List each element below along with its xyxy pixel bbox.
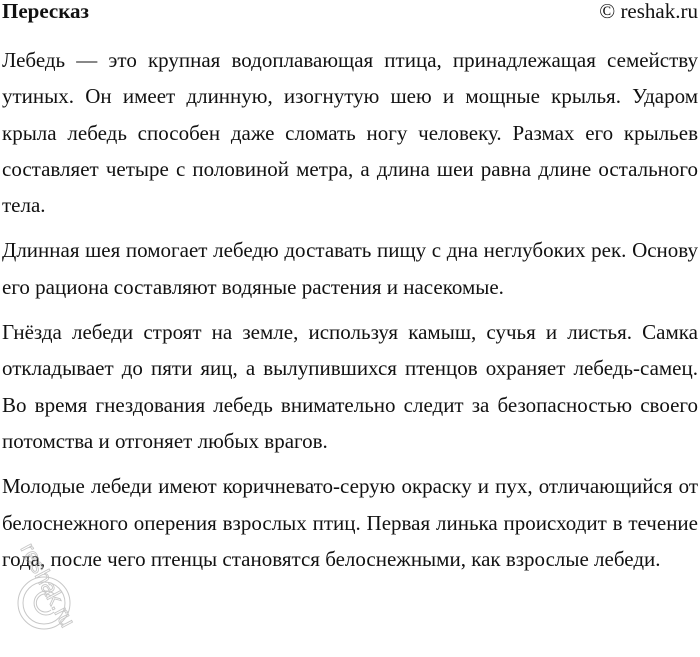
page-header: [2, 0, 698, 26]
page-title: Пересказ: [2, 0, 89, 23]
retelling-text: [2, 42, 698, 586]
paragraph-2: Длинная шея помогает лебедю доставать пищу с дна неглубоких рек. Основу его рациона составляют водяные растения и насекомые.: [2, 238, 698, 299]
paragraph-4: Молодые лебеди имеют коричневато-серую окраску и пух, отличающийся от белоснежного оперения взрослых птиц. Первая линька происходит в течение года, после чего птенцы становятся белоснежными, как взрослые лебеди.: [2, 474, 698, 571]
paragraph-3: Гнёзда лебеди строят на земле, используя камыш, сучья и листья. Самка откладывает до пяти яиц, а вылупившихся птенцов охраняет лебедь-самец. Во время гнездования лебедь внимательно следит за безопасностью своего потомства и отгоняет любых врагов.: [2, 320, 698, 453]
svg-text:reshak.ru: reshak.ru: [15, 538, 81, 632]
paragraph-1: Лебедь — это крупная водоплавающая птица, принадлежащая семейству утиных. Он имеет длинную, изогнутую шею и мощные крылья. Ударом крыла лебедь способен даже сломать ногу человеку. Размах его крыльев составляет четыре с половиной метра, а длина шеи равна длине остального тела.: [2, 48, 698, 218]
source-credit: © reshak.ru: [599, 0, 698, 23]
